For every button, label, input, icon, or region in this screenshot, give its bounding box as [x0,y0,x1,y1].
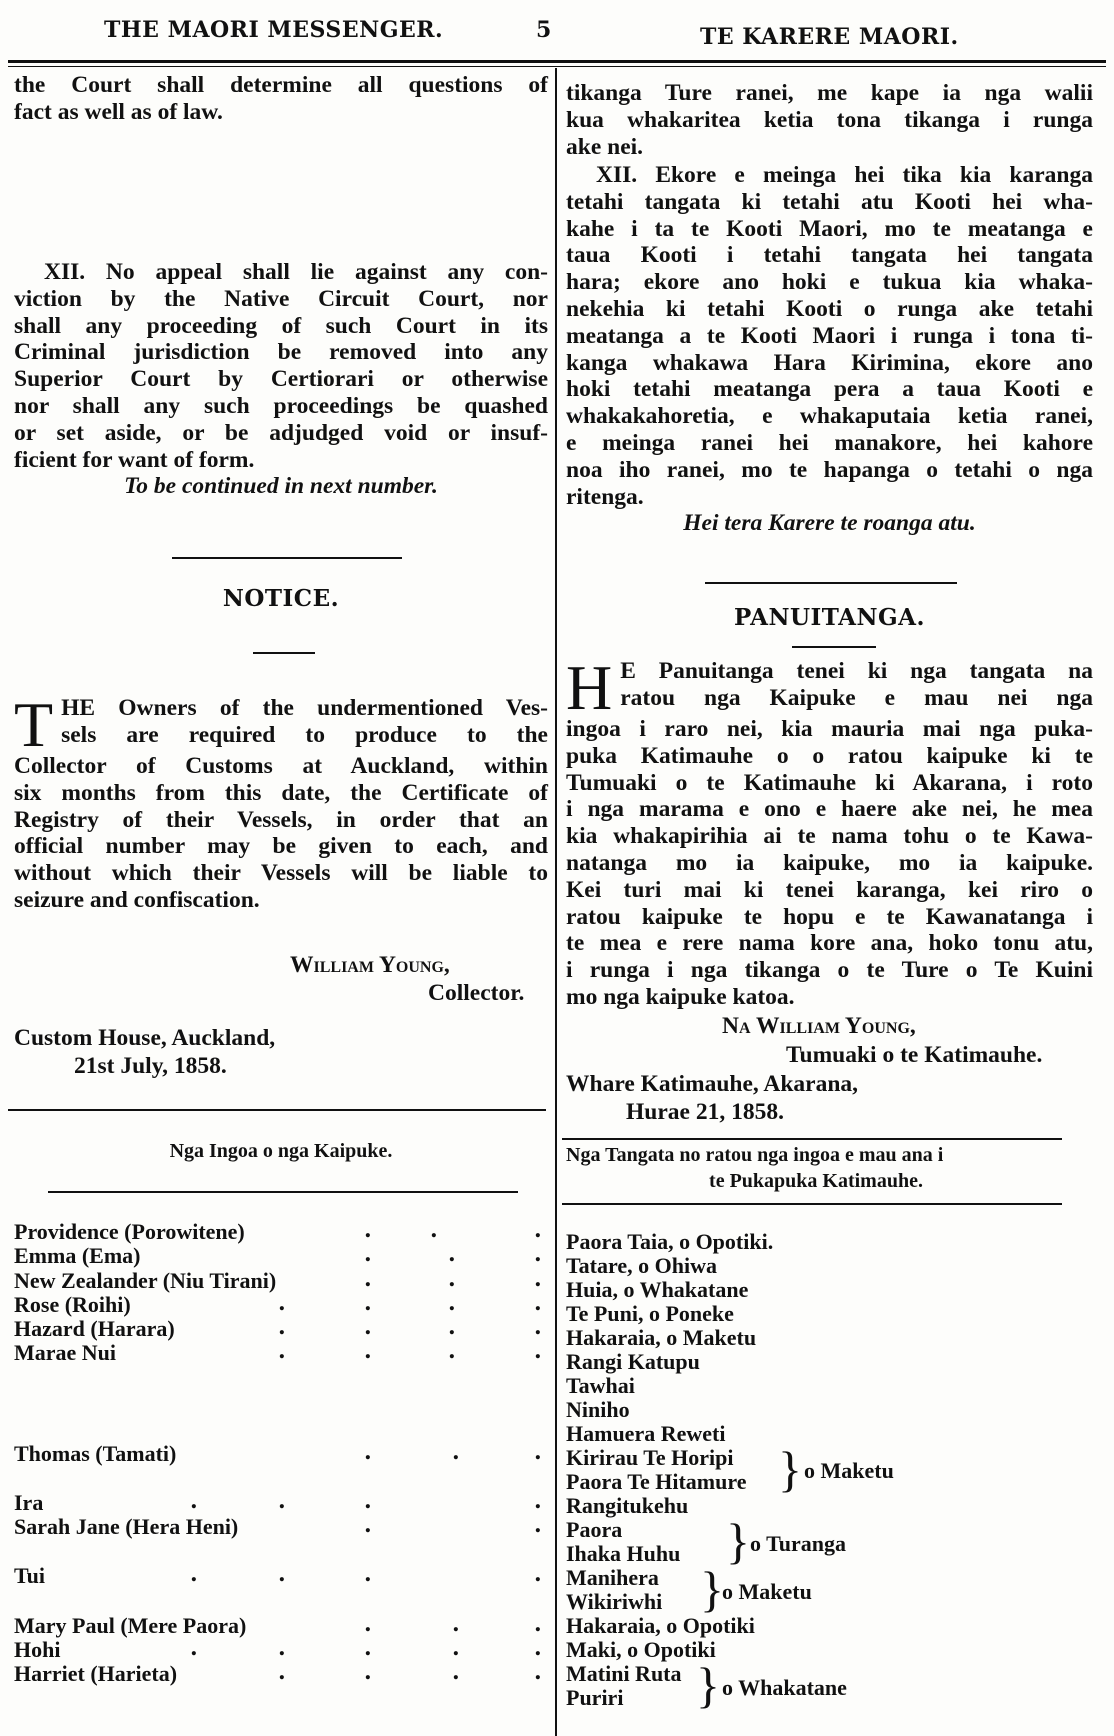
owner-name: Tatare, o Ohiwa [566,1253,717,1278]
continued-note: Hei tera Karere te roanga atu. [683,510,976,537]
notice-heading: NOTICE. [222,585,340,612]
text-line: the Court shall determine all questions of [14,72,548,98]
vessel-name: Ira [14,1490,44,1515]
text-line: hara; ekore ano hoki e tukua kia whaka- [566,269,1093,296]
leader-dot: . [534,1217,542,1243]
left-section-xii [14,259,548,500]
leader-dot: . [452,1635,460,1661]
owner-group-place: o Maketu [804,1458,894,1483]
leader-dot: . [364,1290,372,1316]
list-top-rule [8,1109,546,1111]
leader-dot: . [364,1314,372,1340]
text-line: XII. Ekore e meinga hei tika kia karanga [596,162,1093,188]
text-line: kua whakaritea ketia tona tikanga i runga [566,106,1093,133]
leader-dot: . [364,1659,372,1685]
leader-dot: . [278,1290,286,1316]
text-line: ingoa i raro nei, kia mauria mai nga puka- [566,716,1093,742]
leader-dot: . [452,1439,460,1465]
vessel-list-heading: Nga Ingoa o nga Kaipuke. [169,1140,393,1162]
panuitanga-dropcap: H [566,652,613,723]
vessel-name: Mary Paul (Mere Paora) [14,1613,247,1638]
heading-rule [253,652,315,654]
owner-name: Paora [566,1517,623,1542]
leader-dot: . [534,1561,542,1587]
text-line: noa iho ranei, mo te hapanga o tetahi o nga [566,456,1093,483]
vessel-name: Tui [14,1563,46,1588]
leader-dot: . [534,1512,542,1538]
vessel-name: Hazard (Harara) [14,1316,175,1341]
text-line: kia whakapirihia ai te nama tohu o te Kawa- [566,823,1093,850]
text-line: ake nei. [566,133,644,160]
leader-dot: . [364,1488,372,1514]
text-line: six months from this date, the Certificate of [14,779,548,806]
owner-name: Matini Ruta [566,1661,682,1686]
text-line: ficient for want of form. [14,446,255,473]
panuitanga-heading: PANUITANGA. [733,604,926,631]
right-continuation [566,80,1093,160]
owner-name: Manihera [566,1565,659,1590]
text-line: Tumuaki o te Katimauhe ki Akarana, i roto [566,769,1093,796]
vessel-name: Rose (Roihi) [14,1292,131,1317]
text-line: Registry of their Vessels, in order that an [14,806,548,833]
brace-icon: } [778,1441,802,1497]
list-head-rule [48,1191,518,1193]
leader-dot: . [534,1290,542,1316]
text-line: i nga marama e ono e haere ake nei, he mea [566,796,1093,823]
vessel-name: Emma (Ema) [14,1243,141,1268]
owner-name: Ihaka Huhu [566,1541,681,1566]
text-line: ratou nga Kaipuke e mau nei nga [620,684,1093,711]
vessel-name: Providence (Porowitene) [14,1219,245,1244]
owner-name: Niniho [566,1397,630,1422]
owner-name: Hakaraia, o Maketu [566,1325,757,1350]
leader-dot: . [364,1266,372,1292]
header-rule-thin [8,66,1106,67]
leader-dot: . [452,1611,460,1637]
vessel-name: Harriet (Harieta) [14,1661,178,1686]
left-continuation [14,72,548,126]
panuitanga-place: Whare Katimauhe, Akarana, [566,1071,859,1097]
owner-name: Tawhai [566,1373,635,1398]
notice-body [14,689,548,914]
text-line: Kei turi mai ki tenei karanga, kei riro o [566,876,1093,903]
owner-name: Paora Te Hitamure [566,1469,747,1494]
list-top-rule [562,1138,1062,1140]
leader-dot: . [534,1241,542,1267]
text-line: Criminal jurisdiction be removed into any [14,339,548,366]
text-line: i runga i nga tikanga o te Ture o Te Kuini [566,957,1093,984]
leader-dot: . [448,1290,456,1316]
panuitanga-body [566,652,1093,1011]
text-line: ratou kaipuke te hopu e te Kawanatanga i [566,903,1093,930]
owner-list-heading: Nga Tangata no ratou nga ingoa e mau ana i [566,1144,944,1166]
panuitanga-date: Hurae 21, 1858. [626,1099,784,1125]
vessel-name: Hohi [14,1637,61,1662]
leader-dot: . [278,1561,286,1587]
leader-dot: . [534,1266,542,1292]
owner-group-place: o Whakatane [722,1675,847,1700]
leader-dot: . [534,1338,542,1364]
vessel-name: New Zealander (Niu Tirani) [14,1268,277,1293]
leader-dot: . [364,1217,372,1243]
text-line: whakakahoretia, e whakaputaia ketia ranei, [566,403,1093,430]
right-section-xii [566,162,1093,537]
text-line: official number may be given to each, and [14,833,548,860]
owner-name: Te Puni, o Poneke [566,1301,734,1326]
vessel-name: Marae Nui [14,1340,117,1365]
text-line: without which their Vessels will be liable to [14,860,548,887]
leader-dot: . [278,1635,286,1661]
leader-dot: . [448,1314,456,1340]
leader-dot: . [534,1488,542,1514]
header-left-title: THE MAORI MESSENGER. [104,17,444,43]
text-line: or set aside, or be adjudged void or insuf- [14,419,548,446]
page-number: 5 [536,17,552,43]
owner-name: Puriri [566,1685,624,1710]
leader-dot: . [364,1338,372,1364]
text-line: e meinga ranei hei manakore, hei kahore [566,429,1093,456]
panuitanga-signature-name: Na William Young, [722,1013,916,1039]
vessel-name: Sarah Jane (Hera Heni) [14,1514,239,1539]
text-line: XII. No appeal shall lie against any con- [44,259,548,285]
text-line: taua Kooti i tetahi tangata hei tangata [566,242,1093,269]
header-right-title: TE KARERE MAORI. [700,24,959,50]
leader-dot: . [430,1217,438,1243]
owner-name: Huia, o Whakatane [566,1277,749,1302]
brace-icon: } [726,1513,750,1569]
owner-name: Maki, o Opotiki [566,1637,716,1662]
section-rule [172,557,402,559]
text-line: ritenga. [566,483,644,510]
leader-dot: . [190,1635,198,1661]
heading-rule [792,646,876,648]
continued-note: To be continued in next number. [124,473,438,500]
owner-name: Kirirau Te Horipi [566,1445,734,1470]
text-line: viction by the Native Circuit Court, nor [14,285,548,312]
leader-dot: . [452,1659,460,1685]
text-line: Collector of Customs at Auckland, within [14,753,548,779]
text-line: kanga whakawa Hara Kirimina, ekore ano [566,349,1093,376]
owner-name: Rangi Katupu [566,1349,700,1374]
brace-icon: } [700,1561,724,1617]
leader-dot: . [364,1635,372,1661]
owner-name: Wikiriwhi [566,1589,663,1614]
leader-dot: . [534,1314,542,1340]
text-line: tikanga Ture ranei, me kape ia nga walii [566,80,1093,106]
text-line: HE Owners of the undermentioned Ves- [61,695,548,721]
text-line: natanga mo ia kaipuke, mo ia kaipuke. [566,849,1093,876]
signature-name: William Young, [290,952,450,978]
text-line: E Panuitanga tenei ki nga tangata na [620,658,1093,684]
leader-dot: . [448,1266,456,1292]
leader-dot: . [534,1635,542,1661]
leader-dot: . [278,1488,286,1514]
panuitanga-signature-title: Tumuaki o te Katimauhe. [786,1042,1043,1068]
leader-dot: . [534,1611,542,1637]
brace-icon: } [696,1657,720,1713]
leader-dot: . [278,1314,286,1340]
owner-group-place: o Turanga [750,1531,846,1556]
text-line: puka Katimauhe o o ratou kaipuke ki te [566,742,1093,769]
text-line: nekehia ki tetahi Kooti o runga ake tetahi [566,295,1093,322]
owner-name: Hakaraia, o Opotiki [566,1613,755,1638]
leader-dot: . [364,1512,372,1538]
leader-dot: . [364,1241,372,1267]
header-rule [8,60,1106,63]
owner-name: Paora Taia, o Opotiki. [566,1229,774,1254]
owner-name: Hamuera Reweti [566,1421,726,1446]
notice-place: Custom House, Auckland, [14,1025,276,1051]
column-divider [555,68,557,1736]
leader-dot: . [364,1439,372,1465]
text-line: nor shall any such proceedings be quashed [14,392,548,419]
vessel-name: Thomas (Tamati) [14,1441,177,1466]
text-line: seizure and confiscation. [14,886,260,913]
leader-dot: . [278,1338,286,1364]
leader-dot: . [190,1561,198,1587]
leader-dot: . [448,1241,456,1267]
text-line: mo nga kaipuke katoa. [566,983,795,1010]
text-line: kahe i ta te Kooti Maori, mo te meatanga e [566,215,1093,242]
owner-list-heading-2: te Pukapuka Katimauhe. [709,1170,923,1192]
leader-dot: . [364,1611,372,1637]
leader-dot: . [534,1659,542,1685]
leader-dot: . [364,1561,372,1587]
text-line: shall any proceeding of such Court in its [14,312,548,339]
owner-name: Rangitukehu [566,1493,689,1518]
leader-dot: . [534,1439,542,1465]
notice-dropcap: T [14,689,54,760]
signature-title: Collector. [428,980,525,1006]
notice-date: 21st July, 1858. [74,1053,227,1079]
text-line: fact as well as of law. [14,98,223,125]
text-line: tetahi tangata ki tetahi atu Kooti hei wha- [566,188,1093,215]
leader-dot: . [448,1338,456,1364]
text-line: meatanga a te Kooti Maori i runga i tona ti- [566,322,1093,349]
list-head-rule [562,1203,1062,1205]
section-rule [705,582,957,584]
text-line: hoki tetahi meatanga pera a taua Kooti e [566,376,1093,403]
owner-group-place: o Maketu [722,1579,812,1604]
leader-dot: . [190,1488,198,1514]
text-line: Superior Court by Certiorari or otherwise [14,366,548,393]
leader-dot: . [278,1659,286,1685]
text-line: sels are required to produce to the [61,721,548,748]
text-line: te mea e rere nama kore ana, hoko tonu atu, [566,930,1093,957]
